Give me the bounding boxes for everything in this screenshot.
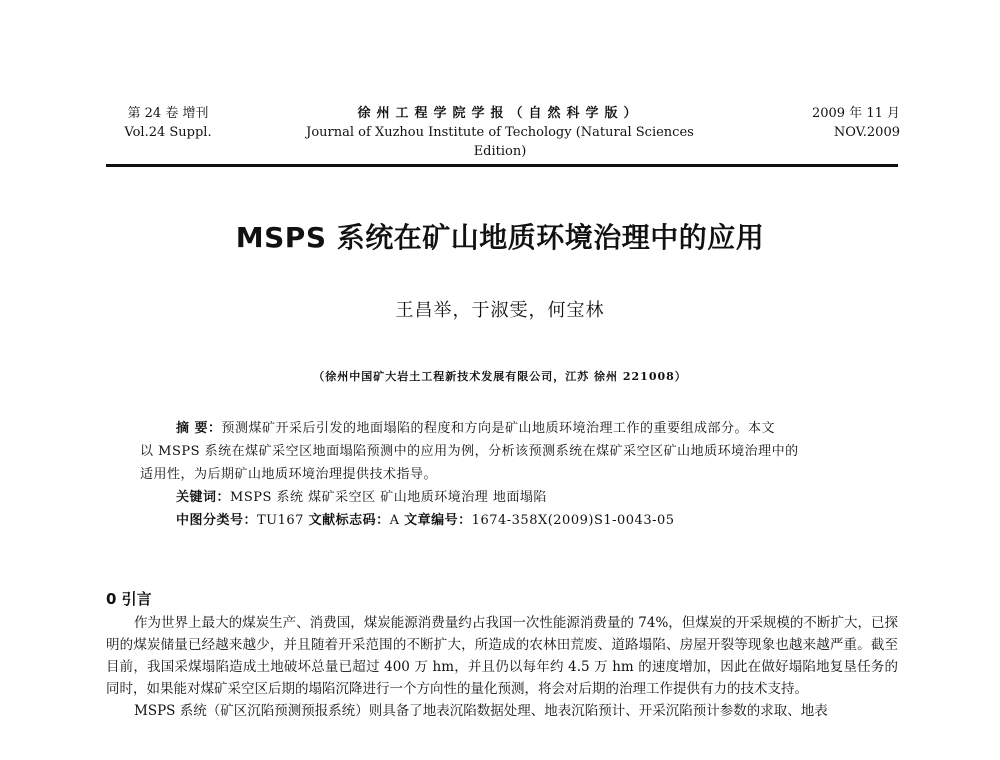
date-en: NOV.2009 xyxy=(833,125,900,140)
body-paragraph: MSPS 系统（矿区沉陷预测预报系统）则具备了地表沉陷数据处理、地表沉陷预计、开采沉陷预计参数的求取、地表 xyxy=(134,703,828,719)
journal-name xyxy=(290,104,710,161)
keywords-text: MSPS 系统 煤矿采空区 矿山地质环境治理 地面塌陷 xyxy=(230,490,547,505)
author-affiliation: （徐州中国矿大岩土工程新技术发展有限公司，江苏 徐州 221008） xyxy=(313,370,687,383)
doc-code-value: A xyxy=(389,513,400,528)
article-authors: 王昌举，于淑雯，何宝林 xyxy=(395,300,605,321)
volume-en: Vol.24 Suppl. xyxy=(124,125,212,140)
abstract-line: 以 MSPS 系统在煤矿采空区地面塌陷预测中的应用为例，分析该预测系统在煤矿采空区矿山地质环境治理中的 xyxy=(140,444,799,459)
abstract-text-1: 预测煤矿开采后引发的地面塌陷的程度和方向是矿山地质环境治理工作的重要组成部分。本文 xyxy=(221,421,776,436)
article-title: MSPS 系统在矿山地质环境治理中的应用 xyxy=(235,221,765,254)
section-heading: 0 引言 xyxy=(106,590,152,608)
article-no-label: 文章编号： xyxy=(404,513,472,528)
journal-date xyxy=(780,104,900,142)
volume-cn: 第 24 卷 增刊 xyxy=(127,106,209,121)
article-no-value: 1674-358X(2009)S1-0043-05 xyxy=(471,513,675,528)
journal-name-en: Journal of Xuzhou Institute of Techology (Natural Sciences Edition) xyxy=(306,125,694,159)
doc-code-label: 文献标志码： xyxy=(308,513,390,528)
keywords-label: 关键词： xyxy=(176,490,231,505)
journal-name-cn: 徐州工程学院学报（自然科学版） xyxy=(357,106,643,121)
journal-volume-info xyxy=(98,104,238,142)
keywords-line xyxy=(140,486,865,509)
classification-line xyxy=(140,509,865,532)
abstract-line: 适用性，为后期矿山地质环境治理提供技术指导。 xyxy=(140,467,438,482)
abstract-line xyxy=(140,417,865,440)
body-paragraph: 作为世界上最大的煤炭生产、消费国，煤炭能源消费量约占我国一次性能源消费量的 74%，但煤炭的开采规模的不断扩大，已探明的煤炭储量已经越来越少，并且随着开采范围的不断扩大，所造成的农林田荒废、道路塌陷、房屋开裂等现象也越来越严重。截至目前，我国采煤塌陷造成土地破坏总量已超过 400 万 hm，并且仍以每年约 4.5 万 hm 的速度增加，因此在做好塌陷地复垦任务的同时，如果能对煤矿采空区后期的塌陷沉降进行一个方向性的量化预测，将会对后期的治理工作提供有力的技术支持。 xyxy=(106,615,898,697)
clc-label: 中图分类号： xyxy=(176,513,258,528)
clc-value: TU167 xyxy=(257,513,304,528)
date-cn: 2009 年 11 月 xyxy=(811,106,900,121)
abstract-label: 摘 要： xyxy=(176,421,222,436)
body-text xyxy=(106,612,898,722)
abstract-block xyxy=(140,417,865,532)
header-divider xyxy=(106,164,898,167)
